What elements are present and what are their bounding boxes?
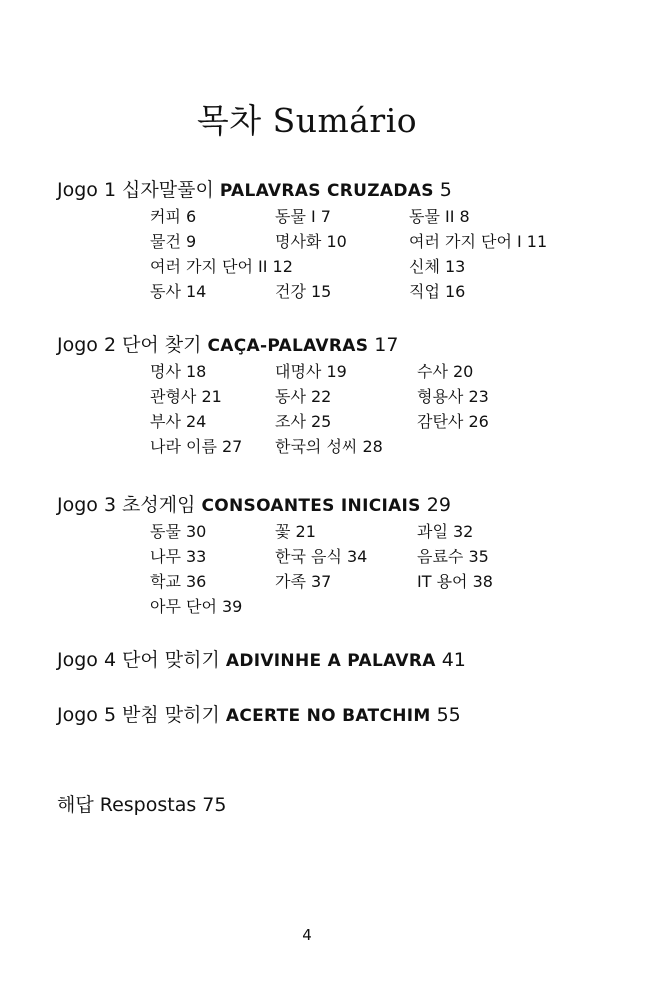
toc-item: 동사 14 bbox=[150, 282, 207, 301]
toc-item: 꽃 21 bbox=[275, 522, 316, 541]
toc-item: 나라 이름 27 bbox=[150, 437, 243, 456]
game-korean-title: 단어 찾기 bbox=[122, 334, 202, 356]
toc-item: 여러 가지 단어 II 12 bbox=[150, 257, 293, 276]
game-page: 55 bbox=[436, 704, 461, 726]
toc-item: 직업 16 bbox=[409, 282, 466, 301]
toc-item: 대명사 19 bbox=[275, 362, 347, 381]
game-korean-title: 단어 맞히기 bbox=[122, 649, 220, 671]
game-2-heading bbox=[57, 331, 398, 360]
toc-item: 조사 25 bbox=[275, 412, 332, 431]
game-korean-title: 초성게임 bbox=[122, 494, 196, 516]
game-page: 41 bbox=[441, 649, 466, 671]
toc-item: 아무 단어 39 bbox=[150, 597, 243, 616]
toc-item: 학교 36 bbox=[150, 572, 207, 591]
toc-item: IT 용어 38 bbox=[417, 572, 493, 591]
game-korean-title: 십자말풀이 bbox=[122, 179, 214, 201]
answers-korean: 해답 bbox=[57, 794, 94, 816]
toc-item: 수사 20 bbox=[417, 362, 474, 381]
toc-item: 동사 22 bbox=[275, 387, 332, 406]
toc-item: 관형사 21 bbox=[150, 387, 222, 406]
toc-item: 한국 음식 34 bbox=[275, 547, 368, 566]
game-label: Jogo 1 bbox=[57, 179, 117, 201]
answers-portuguese: Respostas bbox=[99, 794, 197, 816]
page-title bbox=[0, 98, 614, 144]
game-portuguese-title: PALAVRAS CRUZADAS bbox=[219, 181, 434, 201]
game-3-heading bbox=[57, 491, 451, 520]
toc-item: 한국의 성씨 28 bbox=[275, 437, 383, 456]
page-number: 4 bbox=[302, 926, 312, 944]
toc-item: 신체 13 bbox=[409, 257, 466, 276]
game-4-heading bbox=[57, 646, 466, 675]
game-1-heading bbox=[57, 176, 452, 205]
toc-item: 명사 18 bbox=[150, 362, 207, 381]
game-portuguese-title: ACERTE NO BATCHIM bbox=[225, 706, 431, 726]
toc-item: 동물 I 7 bbox=[275, 207, 331, 226]
toc-item: 동물 II 8 bbox=[409, 207, 470, 226]
game-page: 29 bbox=[426, 494, 451, 516]
toc-item: 명사화 10 bbox=[275, 232, 347, 251]
answers-entry bbox=[57, 792, 226, 818]
toc-item: 가족 37 bbox=[275, 572, 332, 591]
game-page: 5 bbox=[439, 179, 452, 201]
toc-item: 형용사 23 bbox=[417, 387, 489, 406]
toc-item: 동물 30 bbox=[150, 522, 207, 541]
title-portuguese: Sumário bbox=[272, 101, 418, 140]
game-label: Jogo 2 bbox=[57, 334, 117, 356]
game-label: Jogo 3 bbox=[57, 494, 117, 516]
game-label: Jogo 4 bbox=[57, 649, 117, 671]
game-label: Jogo 5 bbox=[57, 704, 117, 726]
toc-item: 과일 32 bbox=[417, 522, 474, 541]
game-page: 17 bbox=[374, 334, 399, 356]
toc-item: 나무 33 bbox=[150, 547, 207, 566]
answers-page: 75 bbox=[202, 794, 227, 816]
game-portuguese-title: CONSOANTES INICIAIS bbox=[201, 496, 421, 516]
toc-item: 건강 15 bbox=[275, 282, 332, 301]
game-portuguese-title: ADIVINHE A PALAVRA bbox=[225, 651, 436, 671]
toc-item: 음료수 35 bbox=[417, 547, 489, 566]
toc-item: 여러 가지 단어 I 11 bbox=[409, 232, 548, 251]
toc-item: 커피 6 bbox=[150, 207, 197, 226]
toc-item: 물건 9 bbox=[150, 232, 197, 251]
game-korean-title: 받침 맞히기 bbox=[122, 704, 220, 726]
toc-item: 부사 24 bbox=[150, 412, 207, 431]
toc-item: 감탄사 26 bbox=[417, 412, 489, 431]
game-portuguese-title: CAÇA-PALAVRAS bbox=[207, 336, 369, 356]
title-korean: 목차 bbox=[196, 101, 262, 140]
game-5-heading bbox=[57, 701, 461, 730]
